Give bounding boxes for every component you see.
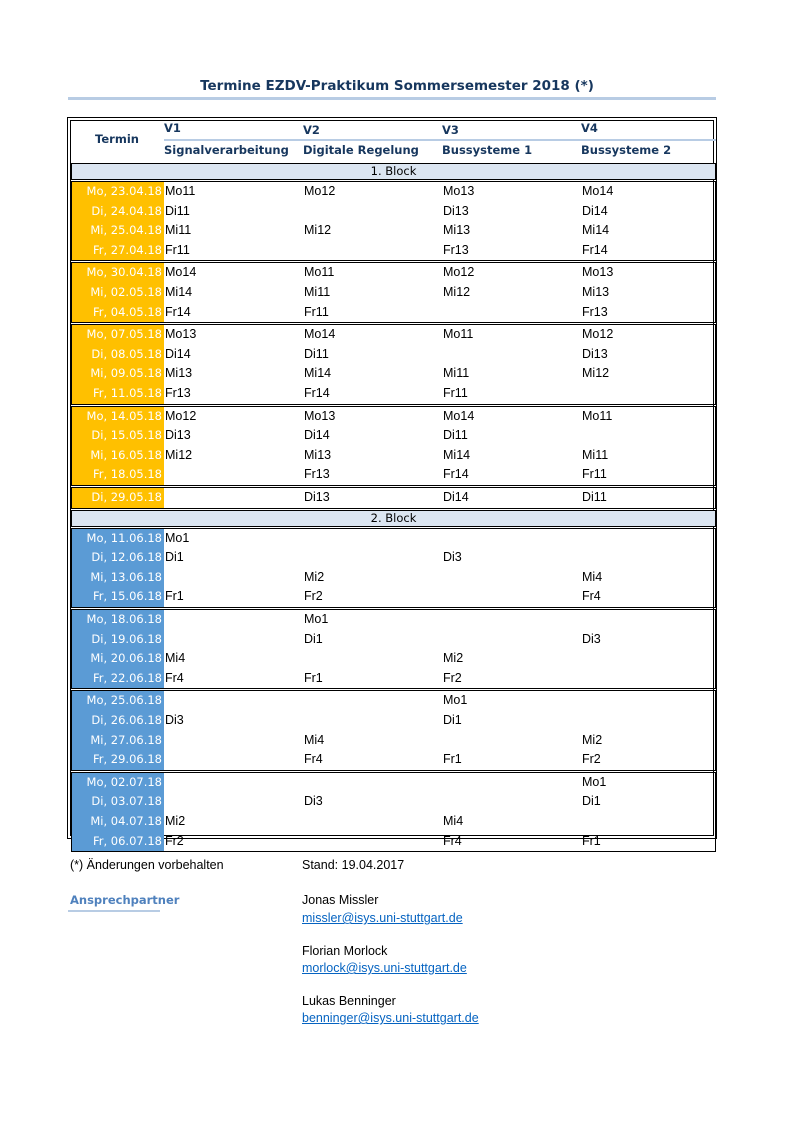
slot-cell-v3: Mi13 [443,223,471,238]
slot-cell-v3: Fr2 [443,670,462,685]
table-row [72,587,717,607]
block-header: 1. Block [71,163,716,180]
header-col-name: Digitale Regelung [303,143,419,157]
slot-cell-v1: Fr2 [165,833,184,848]
slot-cell-v2: Di1 [304,631,323,646]
table-row [72,711,717,731]
date-cell: Mi, 13.06.18 [90,569,162,584]
date-cell: Mi, 27.06.18 [90,732,162,747]
date-group [71,772,716,852]
table-row [72,529,717,549]
slot-cell-v4: Di14 [582,203,608,218]
slot-cell-v3: Mo11 [443,327,474,342]
slot-cell-v2: Mo14 [304,327,336,342]
slot-cell-v3: Mo13 [443,184,475,198]
slot-cell-v2: Fr14 [304,385,330,400]
date-cell: Di, 29.05.18 [91,490,162,504]
slot-cell-v4: Fr1 [582,833,601,848]
date-cell: Mo, 30.04.18 [86,265,162,280]
slot-cell-v4: Di3 [582,631,601,646]
contacts-label: Ansprechpartner [70,893,180,907]
contact-email [302,911,463,925]
date-group [71,181,716,261]
contact-email-link[interactable]: benninger@isys.uni-stuttgart.de [302,1011,479,1025]
slot-cell-v2: Mo11 [304,265,335,280]
table-row [72,691,717,711]
slot-cell-v3: Mi2 [443,651,464,666]
date-group [71,324,716,404]
slot-cell-v4: Fr11 [582,467,607,482]
slot-cell-v4: Mi13 [582,284,610,299]
slot-cell-v2: Mi4 [304,732,325,747]
slot-cell-v1: Mi2 [165,813,186,828]
slot-cell-v2: Di13 [304,490,330,504]
slot-cell-v1: Mi12 [165,447,193,462]
header-col-id: V4 [581,121,598,135]
slot-cell-v1: Fr4 [165,670,184,685]
slot-cell-v2: Mi2 [304,569,325,584]
table-row [72,649,717,669]
slot-cell-v1: Mo12 [165,408,197,423]
slot-cell-v2: Mo12 [304,184,336,198]
table-row [72,731,717,751]
slot-cell-v4: Mi14 [582,223,610,238]
slot-cell-v2: Di11 [304,346,329,361]
date-group [71,690,716,770]
slot-cell-v1: Mi13 [165,366,193,381]
slot-cell-v1: Fr1 [165,589,184,604]
slot-cell-v1: Fr14 [165,304,191,319]
date-group [71,406,716,486]
slot-cell-v2: Mi13 [304,447,332,462]
table-row [72,384,717,404]
slot-cell-v4: Mo12 [582,327,614,342]
date-cell: Di, 19.06.18 [91,631,162,646]
schedule-table [67,117,717,848]
table-row [72,202,717,222]
table-row [72,568,717,588]
date-group [71,528,716,608]
table-row [72,488,717,508]
contact-name: Lukas Benninger [302,994,396,1008]
slot-cell-v1: Mo14 [165,265,197,280]
table-row [72,303,717,323]
slot-cell-v1: Di3 [165,712,184,727]
date-group [71,487,716,509]
date-cell: Mo, 25.06.18 [86,693,162,708]
slot-cell-v4: Di13 [582,346,608,361]
date-cell: Fr, 18.05.18 [92,467,162,482]
date-cell: Fr, 27.04.18 [92,242,162,257]
slot-cell-v2: Fr13 [304,467,330,482]
slot-cell-v3: Fr11 [443,385,468,400]
date-cell: Di, 12.06.18 [91,550,162,565]
contact-email-link[interactable]: morlock@isys.uni-stuttgart.de [302,961,467,975]
slot-cell-v1: Mo11 [165,184,196,198]
table-row [72,610,717,630]
date-cell: Di, 24.04.18 [91,203,162,218]
table-row [72,465,717,485]
slot-cell-v3: Di13 [443,203,469,218]
table-row [72,446,717,466]
table-row [72,750,717,770]
date-cell: Mi, 25.04.18 [90,223,162,238]
date-cell: Fr, 29.06.18 [92,752,162,767]
date-cell: Di, 26.06.18 [91,712,162,727]
slot-cell-v4: Di11 [582,490,607,504]
header-col-name: Bussysteme 1 [442,143,533,157]
schedule-table-inner [70,120,714,848]
date-cell: Di, 03.07.18 [91,794,162,809]
table-row [72,221,717,241]
slot-cell-v4: Mo1 [582,774,607,789]
table-row [72,630,717,650]
table-row [72,812,717,832]
slot-cell-v3: Di14 [443,490,469,504]
date-cell: Fr, 15.06.18 [92,589,162,604]
slot-cell-v2: Mo13 [304,408,336,423]
slot-cell-v3: Mo14 [443,408,475,423]
title-underline [68,97,716,100]
slot-cell-v4: Fr2 [582,752,601,767]
slot-cell-v2: Mi11 [304,284,331,299]
slot-cell-v1: Di11 [165,203,190,218]
date-cell: Mo, 07.05.18 [86,327,162,342]
slot-cell-v4: Fr13 [582,304,608,319]
table-row [72,669,717,689]
slot-cell-v3: Mo12 [443,265,475,280]
slot-cell-v2: Mo1 [304,612,329,626]
header-col-id: V3 [442,123,459,137]
slot-cell-v4: Mo11 [582,408,613,423]
slot-cell-v3: Fr14 [443,467,469,482]
contact-name: Florian Morlock [302,944,388,958]
date-cell: Mi, 02.05.18 [90,284,162,299]
header-col-name: Signalverarbeitung [164,143,289,157]
header-col-id: V2 [303,123,320,137]
date-cell: Fr, 06.07.18 [92,833,162,848]
contact-email [302,961,467,975]
table-row [72,773,717,793]
slot-cell-v3: Mi11 [443,366,470,381]
slot-cell-v1: Mi11 [165,223,192,238]
header-termin: Termin [95,132,139,146]
slot-cell-v3: Fr1 [443,752,462,767]
header-col-id: V1 [164,121,181,135]
slot-cell-v3: Mo1 [443,693,468,708]
table-row [72,548,717,568]
slot-cell-v2: Di3 [304,794,323,809]
slot-cell-v1: Mo13 [165,327,197,342]
contact-name: Jonas Missler [302,893,379,907]
date-cell: Mo, 14.05.18 [86,408,162,423]
date-cell: Fr, 22.06.18 [92,670,162,685]
slot-cell-v4: Mo13 [582,265,614,280]
slot-cell-v3: Fr4 [443,833,462,848]
slot-cell-v2: Fr4 [304,752,323,767]
table-row [72,832,717,852]
slot-cell-v3: Di3 [443,550,462,565]
slot-cell-v2: Fr2 [304,589,323,604]
slot-cell-v4: Mi2 [582,732,603,747]
header-rule [164,139,716,141]
date-cell: Di, 15.05.18 [91,428,162,443]
contacts-label-underline [68,910,160,912]
slot-cell-v4: Fr14 [582,242,608,257]
date-cell: Mi, 16.05.18 [90,447,162,462]
footer-note: (*) Änderungen vorbehalten [70,858,224,872]
slot-cell-v3: Fr13 [443,242,469,257]
date-cell: Mo, 02.07.18 [86,774,162,789]
slot-cell-v4: Fr4 [582,589,601,604]
slot-cell-v4: Mi12 [582,366,610,381]
slot-cell-v2: Fr11 [304,304,329,319]
table-row [72,364,717,384]
table-row [72,241,717,261]
slot-cell-v4: Mi11 [582,447,609,462]
slot-cell-v1: Fr13 [165,385,191,400]
slot-cell-v1: Mi4 [165,651,186,666]
slot-cell-v1: Mo1 [165,530,190,545]
slot-cell-v1: Di13 [165,428,191,443]
table-row [72,182,717,202]
table-row [72,263,717,283]
footer-stand: Stand: 19.04.2017 [302,858,405,872]
date-cell: Mi, 20.06.18 [90,651,162,666]
date-group [71,262,716,323]
date-group [71,609,716,689]
slot-cell-v3: Mi14 [443,447,471,462]
slot-cell-v1: Di1 [165,550,184,565]
slot-cell-v2: Mi12 [304,223,332,238]
date-cell: Mo, 23.04.18 [86,184,162,198]
table-row [72,407,717,427]
header-col-name: Bussysteme 2 [581,143,672,157]
table-row [72,283,717,303]
slot-cell-v3: Mi4 [443,813,464,828]
slot-cell-v4: Mo14 [582,184,614,198]
date-cell: Mo, 11.06.18 [86,530,162,545]
contact-email [302,1011,479,1025]
slot-cell-v1: Fr11 [165,242,190,257]
date-cell: Di, 08.05.18 [91,346,162,361]
table-row [72,345,717,365]
date-cell: Mo, 18.06.18 [86,612,162,626]
date-cell: Mi, 04.07.18 [90,813,162,828]
slot-cell-v4: Di1 [582,794,601,809]
slot-cell-v2: Mi14 [304,366,332,381]
table-row [72,792,717,812]
slot-cell-v2: Fr1 [304,670,323,685]
page-title: Termine EZDV-Praktikum Sommersemester 2018 (*) [200,78,594,94]
slot-cell-v3: Di11 [443,428,468,443]
table-row [72,426,717,446]
slot-cell-v3: Mi12 [443,284,471,299]
date-cell: Mi, 09.05.18 [90,366,162,381]
slot-cell-v2: Di14 [304,428,330,443]
contact-email-link[interactable]: missler@isys.uni-stuttgart.de [302,911,463,925]
slot-cell-v3: Di1 [443,712,462,727]
block-header: 2. Block [71,510,716,527]
slot-cell-v1: Mi14 [165,284,193,299]
slot-cell-v1: Di14 [165,346,191,361]
slot-cell-v4: Mi4 [582,569,603,584]
date-cell: Fr, 11.05.18 [92,385,162,400]
table-row [72,325,717,345]
date-cell: Fr, 04.05.18 [92,304,162,319]
